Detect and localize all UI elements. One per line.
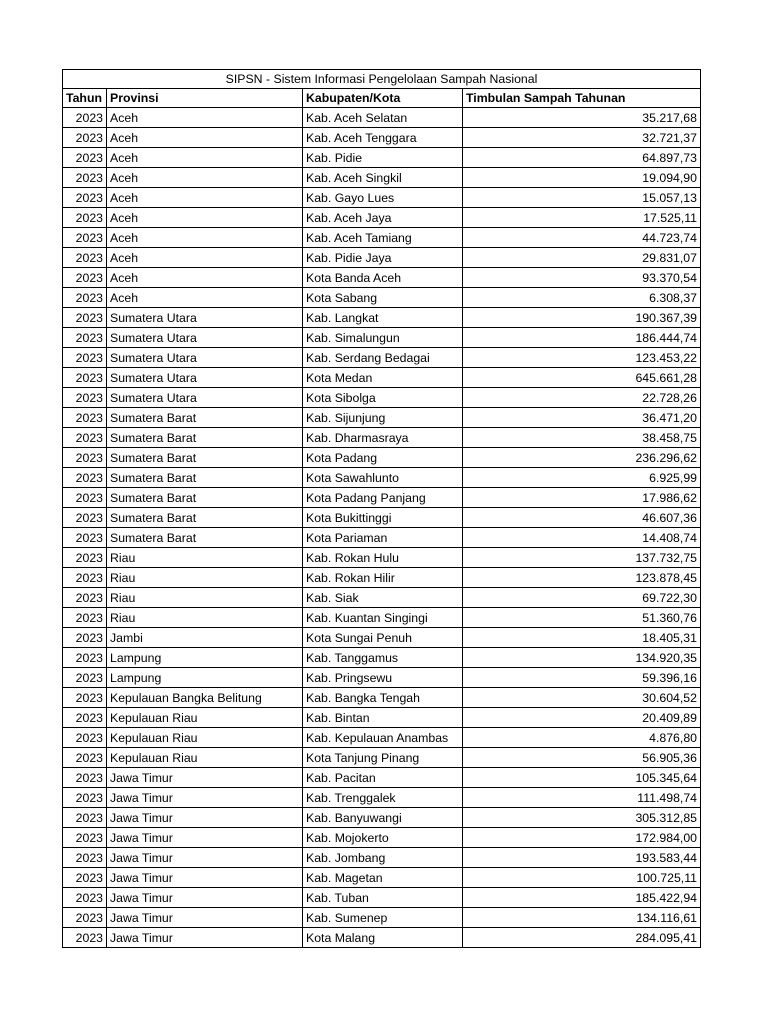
- cell-kabupaten-kota: Kota Bukittinggi: [303, 508, 463, 528]
- table-row: [63, 228, 701, 248]
- cell-timbulan: 19.094,90: [463, 168, 701, 188]
- table-title: SIPSN - Sistem Informasi Pengelolaan Sampah Nasional: [63, 70, 701, 89]
- cell-kabupaten-kota: Kota Sawahlunto: [303, 468, 463, 488]
- cell-provinsi: Sumatera Barat: [107, 448, 303, 468]
- cell-tahun: 2023: [63, 248, 107, 268]
- cell-tahun: 2023: [63, 928, 107, 948]
- cell-timbulan: 14.408,74: [463, 528, 701, 548]
- cell-tahun: 2023: [63, 508, 107, 528]
- table-row: [63, 388, 701, 408]
- table-row: [63, 848, 701, 868]
- cell-provinsi: Lampung: [107, 668, 303, 688]
- cell-kabupaten-kota: Kab. Bangka Tengah: [303, 688, 463, 708]
- cell-provinsi: Sumatera Barat: [107, 468, 303, 488]
- cell-timbulan: 56.905,36: [463, 748, 701, 768]
- cell-kabupaten-kota: Kota Sungai Penuh: [303, 628, 463, 648]
- cell-timbulan: 186.444,74: [463, 328, 701, 348]
- cell-timbulan: 284.095,41: [463, 928, 701, 948]
- cell-provinsi: Jawa Timur: [107, 928, 303, 948]
- cell-timbulan: 305.312,85: [463, 808, 701, 828]
- cell-kabupaten-kota: Kab. Pidie: [303, 148, 463, 168]
- cell-timbulan: 29.831,07: [463, 248, 701, 268]
- header-provinsi: Provinsi: [107, 89, 303, 108]
- cell-tahun: 2023: [63, 688, 107, 708]
- cell-timbulan: 36.471,20: [463, 408, 701, 428]
- cell-tahun: 2023: [63, 628, 107, 648]
- cell-timbulan: 645.661,28: [463, 368, 701, 388]
- table-row: [63, 408, 701, 428]
- cell-tahun: 2023: [63, 388, 107, 408]
- cell-tahun: 2023: [63, 668, 107, 688]
- cell-tahun: 2023: [63, 128, 107, 148]
- cell-kabupaten-kota: Kab. Simalungun: [303, 328, 463, 348]
- cell-provinsi: Jawa Timur: [107, 808, 303, 828]
- cell-provinsi: Lampung: [107, 648, 303, 668]
- cell-kabupaten-kota: Kab. Pidie Jaya: [303, 248, 463, 268]
- cell-kabupaten-kota: Kab. Siak: [303, 588, 463, 608]
- cell-tahun: 2023: [63, 148, 107, 168]
- cell-timbulan: 134.116,61: [463, 908, 701, 928]
- cell-tahun: 2023: [63, 908, 107, 928]
- cell-tahun: 2023: [63, 888, 107, 908]
- cell-tahun: 2023: [63, 168, 107, 188]
- cell-timbulan: 18.405,31: [463, 628, 701, 648]
- cell-timbulan: 100.725,11: [463, 868, 701, 888]
- cell-kabupaten-kota: Kab. Pacitan: [303, 768, 463, 788]
- cell-timbulan: 44.723,74: [463, 228, 701, 248]
- cell-timbulan: 123.878,45: [463, 568, 701, 588]
- cell-kabupaten-kota: Kota Sibolga: [303, 388, 463, 408]
- table-row: [63, 548, 701, 568]
- cell-tahun: 2023: [63, 228, 107, 248]
- cell-kabupaten-kota: Kab. Magetan: [303, 868, 463, 888]
- table-row: [63, 468, 701, 488]
- table-row: [63, 668, 701, 688]
- cell-tahun: 2023: [63, 548, 107, 568]
- cell-kabupaten-kota: Kab. Pringsewu: [303, 668, 463, 688]
- cell-provinsi: Aceh: [107, 108, 303, 128]
- cell-provinsi: Riau: [107, 588, 303, 608]
- cell-kabupaten-kota: Kota Malang: [303, 928, 463, 948]
- cell-tahun: 2023: [63, 708, 107, 728]
- cell-tahun: 2023: [63, 588, 107, 608]
- cell-provinsi: Aceh: [107, 188, 303, 208]
- cell-provinsi: Sumatera Barat: [107, 428, 303, 448]
- table-row: [63, 508, 701, 528]
- cell-timbulan: 105.345,64: [463, 768, 701, 788]
- table-body: [63, 70, 701, 948]
- cell-tahun: 2023: [63, 528, 107, 548]
- cell-timbulan: 64.897,73: [463, 148, 701, 168]
- table-row: [63, 288, 701, 308]
- cell-provinsi: Sumatera Utara: [107, 308, 303, 328]
- cell-provinsi: Aceh: [107, 288, 303, 308]
- cell-timbulan: 123.453,22: [463, 348, 701, 368]
- table-row: [63, 768, 701, 788]
- cell-kabupaten-kota: Kab. Aceh Tamiang: [303, 228, 463, 248]
- cell-provinsi: Sumatera Utara: [107, 368, 303, 388]
- cell-tahun: 2023: [63, 488, 107, 508]
- cell-provinsi: Kepulauan Riau: [107, 708, 303, 728]
- cell-tahun: 2023: [63, 448, 107, 468]
- cell-timbulan: 51.360,76: [463, 608, 701, 628]
- table-row: [63, 688, 701, 708]
- cell-timbulan: 69.722,30: [463, 588, 701, 608]
- cell-tahun: 2023: [63, 648, 107, 668]
- cell-provinsi: Sumatera Utara: [107, 328, 303, 348]
- cell-kabupaten-kota: Kab. Rokan Hulu: [303, 548, 463, 568]
- cell-provinsi: Jawa Timur: [107, 888, 303, 908]
- header-tahun: Tahun: [63, 89, 107, 108]
- cell-provinsi: Jambi: [107, 628, 303, 648]
- cell-kabupaten-kota: Kota Medan: [303, 368, 463, 388]
- cell-tahun: 2023: [63, 828, 107, 848]
- cell-timbulan: 20.409,89: [463, 708, 701, 728]
- table-row: [63, 368, 701, 388]
- table-row: [63, 568, 701, 588]
- cell-provinsi: Kepulauan Riau: [107, 748, 303, 768]
- table-row: [63, 348, 701, 368]
- table-row: [63, 728, 701, 748]
- cell-provinsi: Jawa Timur: [107, 848, 303, 868]
- cell-kabupaten-kota: Kab. Bintan: [303, 708, 463, 728]
- cell-kabupaten-kota: Kab. Langkat: [303, 308, 463, 328]
- cell-kabupaten-kota: Kota Padang Panjang: [303, 488, 463, 508]
- cell-provinsi: Sumatera Utara: [107, 388, 303, 408]
- cell-tahun: 2023: [63, 328, 107, 348]
- table-row: [63, 248, 701, 268]
- waste-data-table: [62, 69, 701, 948]
- cell-tahun: 2023: [63, 768, 107, 788]
- cell-kabupaten-kota: Kab. Tuban: [303, 888, 463, 908]
- cell-tahun: 2023: [63, 208, 107, 228]
- cell-tahun: 2023: [63, 748, 107, 768]
- cell-kabupaten-kota: Kab. Jombang: [303, 848, 463, 868]
- cell-kabupaten-kota: Kab. Banyuwangi: [303, 808, 463, 828]
- header-timbulan-sampah: Timbulan Sampah Tahunan: [463, 89, 701, 108]
- table-row: [63, 208, 701, 228]
- cell-kabupaten-kota: Kab. Gayo Lues: [303, 188, 463, 208]
- cell-timbulan: 172.984,00: [463, 828, 701, 848]
- cell-timbulan: 32.721,37: [463, 128, 701, 148]
- cell-provinsi: Aceh: [107, 268, 303, 288]
- table-header-row: [63, 89, 701, 108]
- cell-provinsi: Sumatera Barat: [107, 408, 303, 428]
- table-row: [63, 708, 701, 728]
- cell-timbulan: 46.607,36: [463, 508, 701, 528]
- cell-timbulan: 4.876,80: [463, 728, 701, 748]
- cell-provinsi: Riau: [107, 608, 303, 628]
- table-row: [63, 808, 701, 828]
- cell-provinsi: Jawa Timur: [107, 768, 303, 788]
- table-row: [63, 128, 701, 148]
- cell-provinsi: Aceh: [107, 168, 303, 188]
- table-title-row: [63, 70, 701, 89]
- cell-tahun: 2023: [63, 368, 107, 388]
- cell-tahun: 2023: [63, 788, 107, 808]
- table-row: [63, 628, 701, 648]
- cell-provinsi: Sumatera Utara: [107, 348, 303, 368]
- cell-timbulan: 6.925,99: [463, 468, 701, 488]
- table-row: [63, 928, 701, 948]
- cell-kabupaten-kota: Kota Padang: [303, 448, 463, 468]
- table-row: [63, 648, 701, 668]
- table-row: [63, 748, 701, 768]
- table-row: [63, 168, 701, 188]
- cell-kabupaten-kota: Kab. Aceh Jaya: [303, 208, 463, 228]
- cell-provinsi: Jawa Timur: [107, 868, 303, 888]
- table-row: [63, 828, 701, 848]
- cell-provinsi: Kepulauan Bangka Belitung: [107, 688, 303, 708]
- cell-timbulan: 190.367,39: [463, 308, 701, 328]
- cell-provinsi: Sumatera Barat: [107, 508, 303, 528]
- cell-timbulan: 111.498,74: [463, 788, 701, 808]
- cell-provinsi: Aceh: [107, 208, 303, 228]
- cell-tahun: 2023: [63, 468, 107, 488]
- cell-tahun: 2023: [63, 428, 107, 448]
- cell-timbulan: 38.458,75: [463, 428, 701, 448]
- cell-kabupaten-kota: Kab. Serdang Bedagai: [303, 348, 463, 368]
- cell-kabupaten-kota: Kab. Sijunjung: [303, 408, 463, 428]
- cell-provinsi: Aceh: [107, 128, 303, 148]
- cell-kabupaten-kota: Kab. Rokan Hilir: [303, 568, 463, 588]
- cell-timbulan: 236.296,62: [463, 448, 701, 468]
- table-row: [63, 148, 701, 168]
- cell-timbulan: 134.920,35: [463, 648, 701, 668]
- cell-tahun: 2023: [63, 188, 107, 208]
- table-row: [63, 528, 701, 548]
- cell-tahun: 2023: [63, 568, 107, 588]
- cell-timbulan: 185.422,94: [463, 888, 701, 908]
- cell-timbulan: 193.583,44: [463, 848, 701, 868]
- table-row: [63, 608, 701, 628]
- cell-kabupaten-kota: Kab. Aceh Singkil: [303, 168, 463, 188]
- table-row: [63, 328, 701, 348]
- table-row: [63, 448, 701, 468]
- table-row: [63, 588, 701, 608]
- cell-kabupaten-kota: Kab. Tanggamus: [303, 648, 463, 668]
- cell-kabupaten-kota: Kab. Kuantan Singingi: [303, 608, 463, 628]
- cell-kabupaten-kota: Kab. Dharmasraya: [303, 428, 463, 448]
- table-row: [63, 108, 701, 128]
- cell-timbulan: 93.370,54: [463, 268, 701, 288]
- cell-provinsi: Aceh: [107, 248, 303, 268]
- cell-provinsi: Jawa Timur: [107, 788, 303, 808]
- cell-kabupaten-kota: Kab. Trenggalek: [303, 788, 463, 808]
- table-row: [63, 268, 701, 288]
- cell-kabupaten-kota: Kota Tanjung Pinang: [303, 748, 463, 768]
- cell-kabupaten-kota: Kab. Kepulauan Anambas: [303, 728, 463, 748]
- cell-kabupaten-kota: Kota Banda Aceh: [303, 268, 463, 288]
- cell-tahun: 2023: [63, 288, 107, 308]
- cell-tahun: 2023: [63, 848, 107, 868]
- table-row: [63, 188, 701, 208]
- cell-provinsi: Jawa Timur: [107, 908, 303, 928]
- cell-kabupaten-kota: Kab. Sumenep: [303, 908, 463, 928]
- table-row: [63, 908, 701, 928]
- cell-provinsi: Sumatera Barat: [107, 488, 303, 508]
- cell-tahun: 2023: [63, 608, 107, 628]
- cell-kabupaten-kota: Kab. Aceh Selatan: [303, 108, 463, 128]
- cell-timbulan: 137.732,75: [463, 548, 701, 568]
- table-row: [63, 308, 701, 328]
- cell-kabupaten-kota: Kab. Mojokerto: [303, 828, 463, 848]
- cell-provinsi: Jawa Timur: [107, 828, 303, 848]
- cell-tahun: 2023: [63, 348, 107, 368]
- cell-tahun: 2023: [63, 308, 107, 328]
- cell-timbulan: 30.604,52: [463, 688, 701, 708]
- cell-tahun: 2023: [63, 868, 107, 888]
- cell-tahun: 2023: [63, 408, 107, 428]
- cell-timbulan: 17.986,62: [463, 488, 701, 508]
- cell-tahun: 2023: [63, 808, 107, 828]
- cell-tahun: 2023: [63, 728, 107, 748]
- cell-timbulan: 22.728,26: [463, 388, 701, 408]
- header-kabupaten-kota: Kabupaten/Kota: [303, 89, 463, 108]
- cell-kabupaten-kota: Kab. Aceh Tenggara: [303, 128, 463, 148]
- cell-kabupaten-kota: Kota Sabang: [303, 288, 463, 308]
- cell-provinsi: Aceh: [107, 228, 303, 248]
- cell-provinsi: Aceh: [107, 148, 303, 168]
- cell-tahun: 2023: [63, 108, 107, 128]
- table-row: [63, 428, 701, 448]
- cell-kabupaten-kota: Kota Pariaman: [303, 528, 463, 548]
- cell-timbulan: 15.057,13: [463, 188, 701, 208]
- cell-provinsi: Kepulauan Riau: [107, 728, 303, 748]
- table-row: [63, 888, 701, 908]
- cell-provinsi: Sumatera Barat: [107, 528, 303, 548]
- cell-timbulan: 59.396,16: [463, 668, 701, 688]
- cell-timbulan: 17.525,11: [463, 208, 701, 228]
- table-row: [63, 788, 701, 808]
- cell-timbulan: 35.217,68: [463, 108, 701, 128]
- table-row: [63, 488, 701, 508]
- cell-tahun: 2023: [63, 268, 107, 288]
- table-row: [63, 868, 701, 888]
- cell-provinsi: Riau: [107, 548, 303, 568]
- cell-provinsi: Riau: [107, 568, 303, 588]
- cell-timbulan: 6.308,37: [463, 288, 701, 308]
